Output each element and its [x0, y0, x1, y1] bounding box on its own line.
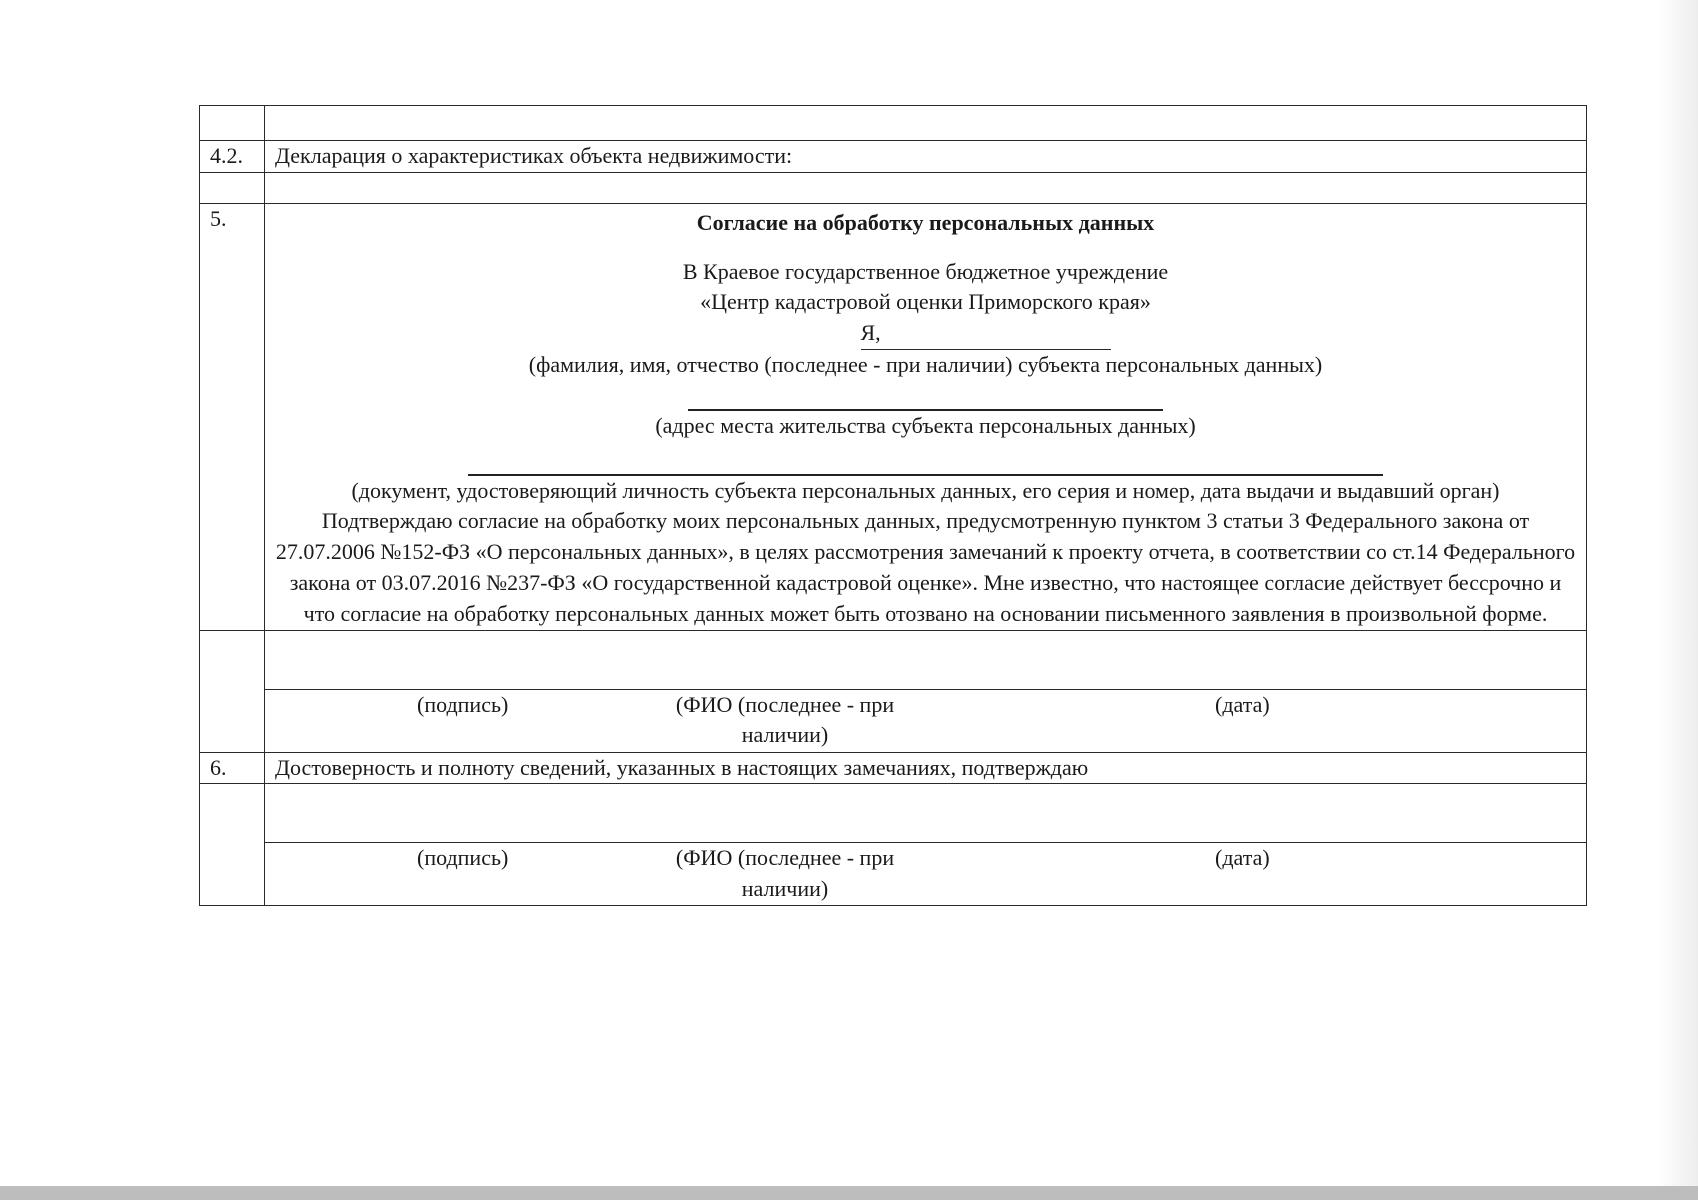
ya-field[interactable]: Я, [861, 318, 1111, 350]
date-label: (дата) [1215, 691, 1270, 717]
confirmation-text: Достоверность и полноту сведений, указанных в настоящих замечаниях, подтверждаю [265, 752, 1587, 784]
declaration-label: Декларация о характеристиках объекта недвижимости: [265, 141, 1587, 173]
date-label: (дата) [1215, 845, 1270, 871]
table-row-signature-space-2 [200, 784, 1587, 843]
table-row-empty-top [200, 106, 1587, 141]
table-row-6 [200, 752, 1587, 784]
number-cell [200, 784, 265, 906]
ya-line [275, 318, 1576, 350]
content-cell [265, 106, 1587, 141]
address-caption: (адрес места жительства субъекта персональных данных) [655, 412, 1196, 438]
number-cell [200, 172, 265, 203]
signature-input-cell[interactable] [265, 630, 1587, 689]
table-row-empty-declaration [200, 172, 1587, 203]
address-fill-line[interactable] [688, 391, 1163, 411]
section-title: Согласие на обработку персональных данных [696, 209, 1155, 235]
signature-input-cell[interactable] [265, 784, 1587, 843]
table-row-signature-space-1 [200, 630, 1587, 689]
scan-shadow [1658, 0, 1698, 1200]
number-cell [200, 106, 265, 141]
row-number: 4.2. [200, 141, 265, 173]
table-row-signature-labels-1 [200, 689, 1587, 752]
scan-edge [0, 1186, 1698, 1200]
declaration-input-cell[interactable] [265, 172, 1587, 203]
row-number: 6. [200, 752, 265, 784]
signature-labels-cell [265, 843, 1587, 906]
signature-label: (подпись) [417, 691, 509, 717]
table-row-5 [200, 203, 1587, 630]
document-caption: (документ, удостоверяющий личность субъекта персональных данных, его серия и номер, дата выдачи и выдавший орган) [351, 477, 1500, 503]
name-caption: (фамилия, имя, отчество (последнее - при наличии) субъекта персональных данных) [528, 351, 1323, 377]
row-number: 5. [200, 203, 265, 630]
consent-text: Подтверждаю согласие на обработку моих персональных данных, предусмотренную пунктом 3 статьи 3 Федерального закона от 27.07.2006 №152-ФЗ «О персональных данных», в целях рассмотрения замечаний к проекту отчета, в соответствии со ст.14 Федерального закона от 03.07.2016 №237-ФЗ «О государственной кадастровой оценке». Мне известно, что настоящее согласие действует бессрочно и что согласие на обработку персональных данных может быть отозвано на основании письменного заявления в произвольной форме. [275, 508, 1576, 626]
document-fill-line[interactable] [468, 456, 1383, 476]
table-row-4-2 [200, 141, 1587, 173]
fio-label: (ФИО (последнее - при наличии) [675, 691, 895, 748]
fio-label: (ФИО (последнее - при наличии) [675, 845, 895, 902]
table-row-signature-labels-2 [200, 843, 1587, 906]
consent-cell [265, 203, 1587, 630]
addressee-line-1: В Краевое государственное бюджетное учреждение [682, 258, 1169, 284]
number-cell [200, 630, 265, 752]
form-table [199, 105, 1587, 906]
signature-labels-cell [265, 689, 1587, 752]
addressee-line-2: «Центр кадастровой оценки Приморского края» [700, 289, 1151, 315]
signature-label: (подпись) [417, 845, 509, 871]
